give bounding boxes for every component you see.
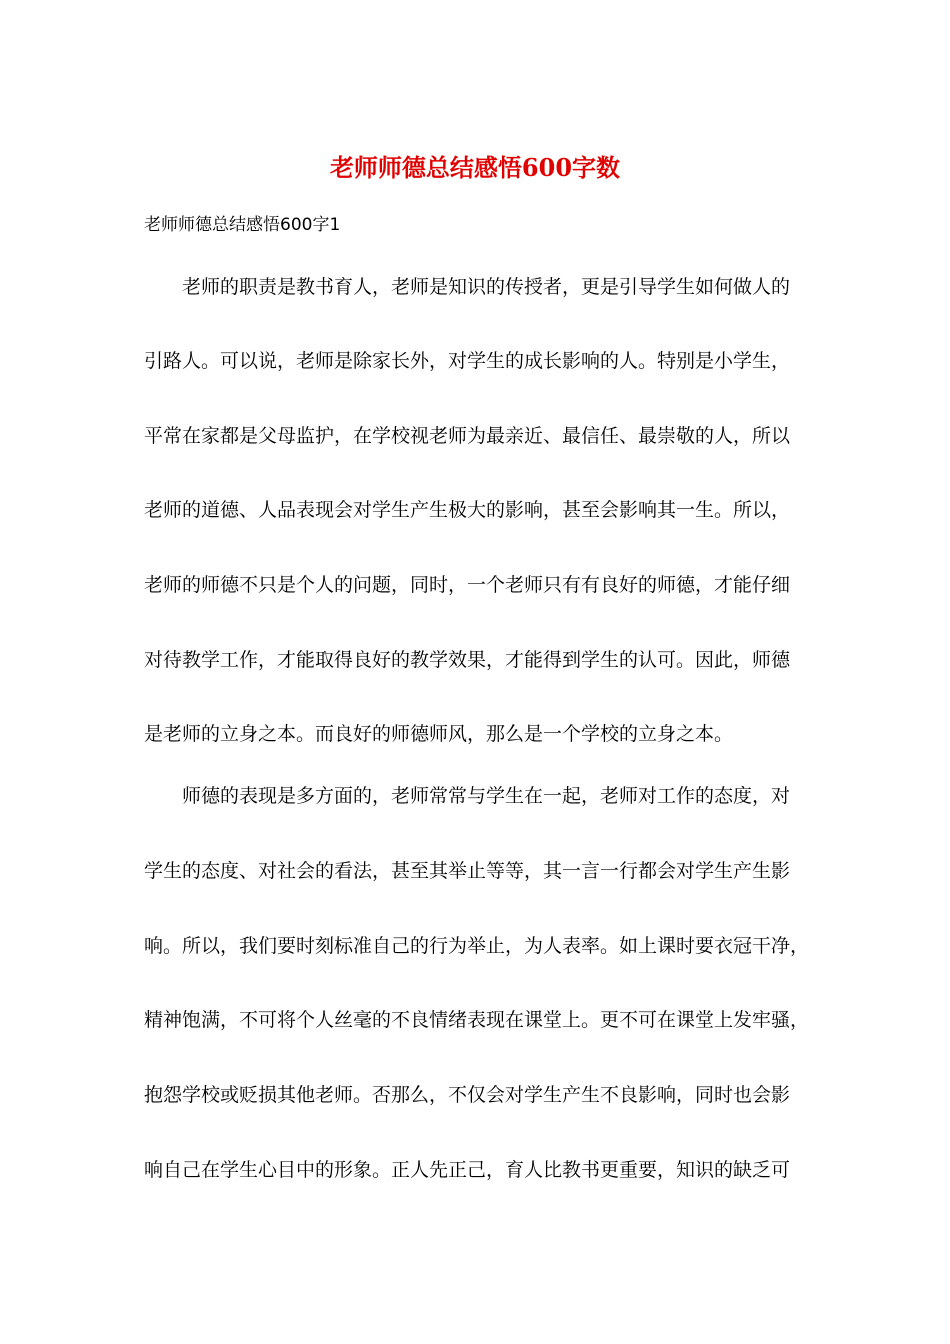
- paragraph-line: 老师的职责是教书育人，老师是知识的传授者，更是引导学生如何做人的: [182, 276, 791, 298]
- paragraph-line: 响自己在学生心目中的形象。正人先正己，育人比教书更重要，知识的缺乏可: [144, 1159, 791, 1181]
- paragraph-line: 引路人。可以说，老师是除家长外，对学生的成长影响的人。特别是小学生，: [144, 350, 791, 372]
- paragraph-line: 老师的师德不只是个人的问题，同时，一个老师只有有良好的师德，才能仔细: [144, 574, 791, 596]
- paragraph-line: 平常在家都是父母监护，在学校视老师为最亲近、最信任、最崇敬的人，所以: [144, 425, 791, 447]
- paragraph-line: 老师的道德、人品表现会对学生产生极大的影响，甚至会影响其一生。所以，: [144, 499, 791, 521]
- paragraph-line: 抱怨学校或贬损其他老师。否那么，不仅会对学生产生不良影响，同时也会影: [144, 1084, 791, 1106]
- paragraph-line: 精神饱满，不可将个人丝毫的不良情绪表现在课堂上。更不可在课堂上发牢骚，: [144, 1009, 810, 1031]
- paragraph-line: 对待教学工作，才能取得良好的教学效果，才能得到学生的认可。因此，师德: [144, 649, 791, 671]
- section-heading: 老师师德总结感悟600字1: [144, 215, 341, 235]
- document-title: 老师师德总结感悟600字数: [329, 153, 621, 182]
- paragraph-line: 响。所以，我们要时刻标准自己的行为举止，为人表率。如上课时要衣冠干净，: [144, 935, 810, 957]
- paragraph-line: 学生的态度、对社会的看法，甚至其举止等等，其一言一行都会对学生产生影: [144, 860, 791, 882]
- paragraph-line: 师德的表现是多方面的，老师常常与学生在一起，老师对工作的态度，对: [182, 785, 791, 807]
- paragraph-line: 是老师的立身之本。而良好的师德师风，那么是一个学校的立身之本。: [144, 723, 734, 745]
